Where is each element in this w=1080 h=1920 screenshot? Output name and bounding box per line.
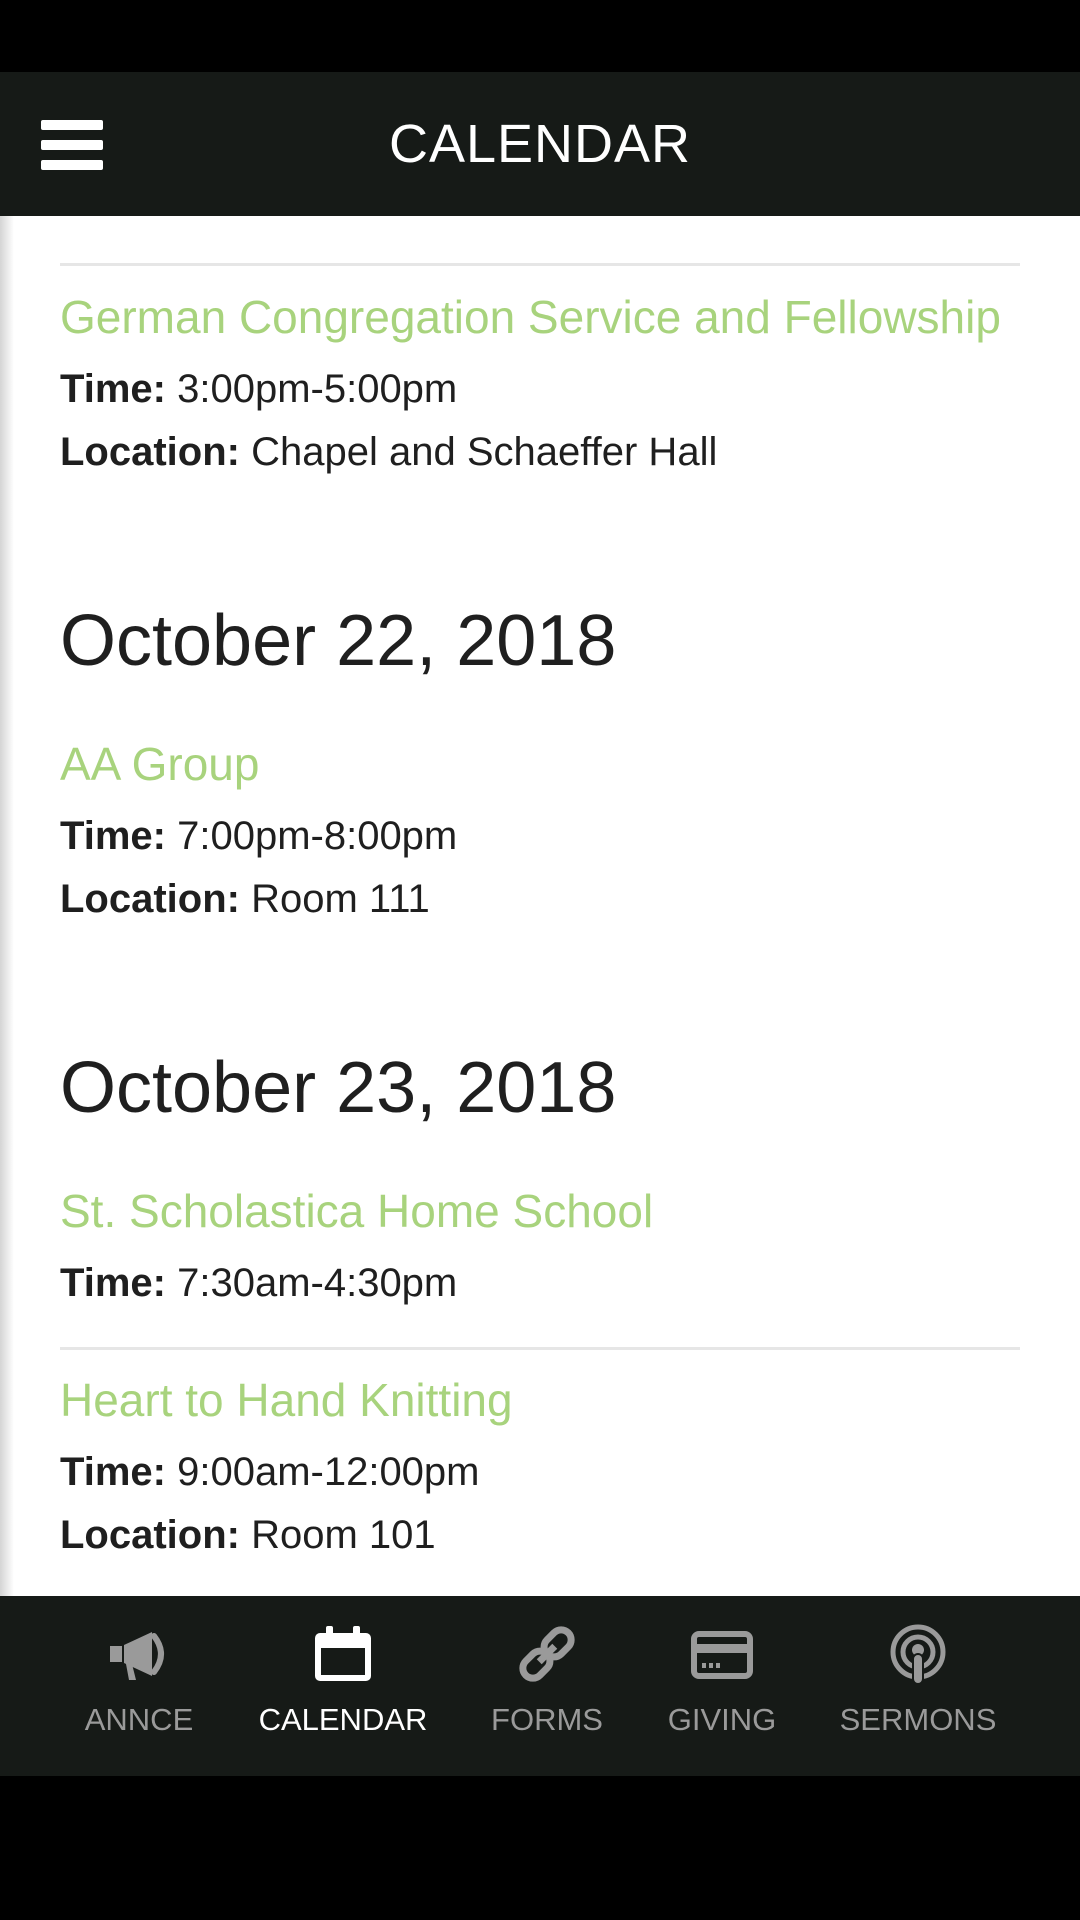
system-nav-area	[0, 1776, 1080, 1920]
date-heading: October 23, 2018	[60, 1048, 617, 1128]
credit-card-icon	[689, 1624, 755, 1684]
event-divider	[60, 1347, 1020, 1350]
podcast-icon	[885, 1624, 951, 1684]
event-title-link[interactable]: AA Group	[60, 738, 260, 790]
event-time: Time: 3:00pm-5:00pm	[60, 367, 458, 411]
link-icon	[514, 1624, 580, 1684]
bottom-tab-bar	[0, 1596, 1080, 1776]
event-time: Time: 7:00pm-8:00pm	[60, 814, 458, 858]
event-time: Time: 9:00am-12:00pm	[60, 1450, 480, 1494]
calendar-icon	[310, 1624, 376, 1684]
event-location: Location: Room 101	[60, 1513, 436, 1557]
tab-forms[interactable]	[478, 1596, 616, 1776]
tab-giving[interactable]	[652, 1596, 792, 1776]
tab-label: CALENDAR	[258, 1702, 428, 1737]
event-title-link[interactable]: St. Scholastica Home School	[60, 1185, 654, 1237]
app-header	[0, 72, 1080, 216]
status-bar	[0, 0, 1080, 72]
date-heading: October 22, 2018	[60, 601, 617, 681]
calendar-event-list[interactable]	[0, 216, 1080, 1596]
tab-label: GIVING	[667, 1702, 777, 1737]
event-time: Time: 7:30am-4:30pm	[60, 1261, 458, 1305]
megaphone-icon	[106, 1624, 172, 1684]
tab-label: FORMS	[491, 1702, 603, 1737]
tab-label: SERMONS	[839, 1702, 997, 1737]
tab-calendar[interactable]	[250, 1596, 436, 1776]
tab-label: ANNCE	[84, 1702, 194, 1737]
event-location: Location: Room 111	[60, 877, 430, 921]
drawer-edge-shadow	[0, 216, 14, 1596]
event-title-link[interactable]: Heart to Hand Knitting	[60, 1374, 513, 1426]
event-location: Location: Chapel and Schaeffer Hall	[60, 430, 718, 474]
event-title-link[interactable]: German Congregation Service and Fellowship	[60, 291, 1001, 343]
page-title: CALENDAR	[388, 114, 692, 174]
tab-annce[interactable]	[70, 1596, 208, 1776]
tab-sermons[interactable]	[830, 1596, 1006, 1776]
event-divider	[60, 263, 1020, 266]
